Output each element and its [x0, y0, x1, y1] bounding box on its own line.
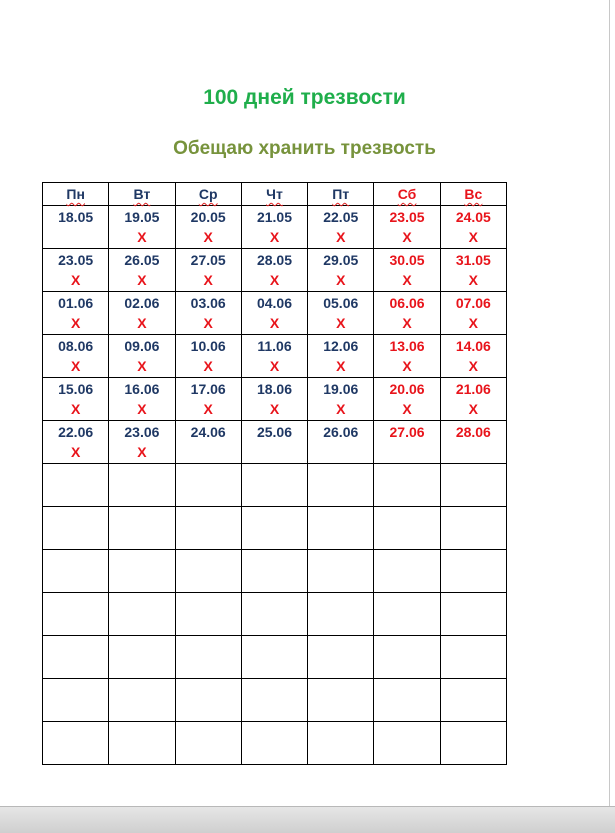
day-cell: [241, 464, 307, 507]
day-mark: X: [137, 401, 147, 417]
day-mark: X: [137, 315, 147, 331]
day-cell: [440, 679, 506, 722]
table-header-row: [43, 183, 507, 206]
day-mark: X: [402, 229, 412, 245]
day-cell: [241, 550, 307, 593]
sobriety-calendar-table: [42, 182, 507, 765]
table-row: [43, 464, 507, 507]
day-cell: [241, 636, 307, 679]
day-date: 21.06: [455, 381, 491, 397]
day-date: 17.06: [190, 381, 226, 397]
day-cell: [109, 507, 175, 550]
day-cell: [440, 464, 506, 507]
table-row: [43, 206, 507, 249]
day-mark: X: [468, 229, 479, 245]
header-label: Вс: [464, 186, 483, 202]
day-date: 24.05: [455, 209, 491, 225]
day-date: 29.05: [323, 252, 359, 268]
day-mark: X: [70, 444, 81, 460]
day-cell: [175, 507, 241, 550]
day-cell: [440, 507, 506, 550]
day-mark: X: [402, 401, 412, 417]
day-mark: X: [269, 358, 280, 374]
day-date: 21.05: [256, 209, 292, 225]
day-cell: [175, 722, 241, 765]
day-mark: X: [402, 315, 412, 331]
day-date: 19.05: [124, 209, 160, 225]
calendar-body: [43, 206, 507, 765]
header-label: Сб: [397, 186, 417, 202]
day-date: 28.06: [455, 424, 491, 440]
day-date: 24.06: [190, 424, 226, 440]
day-cell: [440, 249, 506, 292]
day-cell: [308, 593, 374, 636]
day-date: 26.05: [124, 252, 160, 268]
day-cell: [308, 636, 374, 679]
day-cell: [175, 464, 241, 507]
day-cell: [374, 636, 440, 679]
header-saturday: [374, 183, 440, 206]
day-cell: [308, 249, 374, 292]
day-date: 03.06: [190, 295, 226, 311]
day-cell: [109, 636, 175, 679]
day-mark: X: [269, 229, 280, 245]
day-cell: [109, 249, 175, 292]
day-cell: [308, 378, 374, 421]
day-cell: [109, 464, 175, 507]
header-label: Ср: [198, 186, 218, 202]
day-cell: [109, 335, 175, 378]
header-tuesday: [109, 183, 175, 206]
day-cell: [109, 722, 175, 765]
day-date: 22.05: [323, 209, 359, 225]
table-row: [43, 421, 507, 464]
day-date: 18.05: [58, 209, 94, 225]
day-cell: [43, 593, 109, 636]
header-wednesday: [175, 183, 241, 206]
day-cell: [109, 292, 175, 335]
day-date: 04.06: [256, 295, 292, 311]
day-mark: X: [402, 272, 412, 288]
day-cell: [175, 636, 241, 679]
day-cell: [109, 206, 175, 249]
day-date: 28.05: [256, 252, 292, 268]
day-mark: X: [468, 315, 479, 331]
day-cell: [175, 679, 241, 722]
day-cell: [241, 378, 307, 421]
day-date: 05.06: [323, 295, 359, 311]
day-mark: X: [203, 315, 213, 331]
day-cell: [109, 679, 175, 722]
table-row: [43, 636, 507, 679]
day-cell: [374, 249, 440, 292]
day-cell: [175, 550, 241, 593]
day-cell: [43, 292, 109, 335]
day-cell: [440, 421, 506, 464]
day-cell: [241, 206, 307, 249]
day-cell: [175, 292, 241, 335]
day-cell: [175, 206, 241, 249]
day-cell: [374, 507, 440, 550]
day-cell: [440, 593, 506, 636]
day-date: 02.06: [124, 295, 160, 311]
day-cell: [241, 249, 307, 292]
day-cell: [43, 335, 109, 378]
day-date: 16.06: [124, 381, 160, 397]
day-cell: [241, 421, 307, 464]
day-mark: X: [203, 401, 213, 417]
day-cell: [308, 421, 374, 464]
day-cell: [374, 722, 440, 765]
day-cell: [440, 206, 506, 249]
day-date: 07.06: [455, 295, 491, 311]
day-mark: X: [336, 229, 346, 245]
day-cell: [175, 249, 241, 292]
day-cell: [440, 378, 506, 421]
table-row: [43, 679, 507, 722]
day-mark: X: [468, 401, 479, 417]
day-cell: [440, 636, 506, 679]
page-title: 100 дней трезвости: [203, 86, 406, 109]
header-label: Чт: [266, 186, 283, 202]
table-row: [43, 593, 507, 636]
day-cell: [109, 421, 175, 464]
table-row: [43, 249, 507, 292]
day-mark: X: [336, 315, 346, 331]
day-date: 13.06: [389, 338, 425, 354]
table-row: [43, 378, 507, 421]
day-cell: [440, 550, 506, 593]
day-date: 14.06: [455, 338, 491, 354]
day-cell: [175, 378, 241, 421]
day-cell: [43, 636, 109, 679]
day-cell: [175, 593, 241, 636]
day-mark: X: [468, 272, 479, 288]
table-row: [43, 335, 507, 378]
page-subtitle: Обещаю хранить трезвость: [173, 138, 436, 159]
day-cell: [43, 679, 109, 722]
day-date: 30.05: [389, 252, 425, 268]
day-date: 23.05: [389, 209, 425, 225]
day-mark: X: [137, 358, 147, 374]
day-cell: [43, 722, 109, 765]
day-date: 01.06: [58, 295, 94, 311]
header-friday: [308, 183, 374, 206]
day-cell: [43, 550, 109, 593]
day-cell: [175, 335, 241, 378]
day-mark: X: [203, 358, 213, 374]
day-cell: [308, 464, 374, 507]
day-cell: [109, 593, 175, 636]
day-cell: [43, 421, 109, 464]
day-mark: X: [203, 272, 213, 288]
day-cell: [374, 679, 440, 722]
day-cell: [109, 550, 175, 593]
header-label: Вт: [133, 186, 151, 202]
day-cell: [43, 249, 109, 292]
day-date: 27.06: [389, 424, 425, 440]
day-date: 18.06: [256, 381, 292, 397]
header-sunday: [440, 183, 506, 206]
table-row: [43, 292, 507, 335]
day-cell: [440, 292, 506, 335]
window-bottom-bar: [0, 806, 615, 833]
day-cell: [374, 292, 440, 335]
day-date: 08.06: [58, 338, 94, 354]
day-mark: X: [70, 401, 81, 417]
day-date: 06.06: [389, 295, 425, 311]
header-label: Пт: [332, 186, 350, 202]
day-date: 19.06: [323, 381, 359, 397]
day-cell: [308, 507, 374, 550]
day-mark: X: [70, 358, 81, 374]
day-date: 20.06: [389, 381, 425, 397]
day-mark: X: [269, 401, 280, 417]
day-mark: X: [137, 444, 147, 460]
day-mark: X: [336, 272, 346, 288]
day-mark: X: [336, 358, 346, 374]
day-cell: [241, 593, 307, 636]
day-mark: X: [269, 272, 280, 288]
header-label: Пн: [66, 186, 85, 202]
header-thursday: [241, 183, 307, 206]
day-cell: [109, 378, 175, 421]
day-date: 10.06: [190, 338, 226, 354]
day-cell: [308, 679, 374, 722]
day-cell: [241, 679, 307, 722]
day-date: 20.05: [190, 209, 226, 225]
day-cell: [308, 722, 374, 765]
day-date: 25.06: [256, 424, 292, 440]
day-cell: [374, 206, 440, 249]
day-mark: X: [468, 358, 479, 374]
day-date: 31.05: [455, 252, 491, 268]
day-date: 15.06: [58, 381, 94, 397]
day-cell: [440, 335, 506, 378]
day-mark: X: [70, 315, 81, 331]
day-cell: [374, 335, 440, 378]
day-cell: [374, 550, 440, 593]
day-cell: [308, 292, 374, 335]
day-date: 26.06: [323, 424, 359, 440]
day-cell: [43, 507, 109, 550]
day-cell: [374, 378, 440, 421]
day-date: 23.06: [124, 424, 160, 440]
day-cell: [43, 206, 109, 249]
day-date: 12.06: [323, 338, 359, 354]
day-cell: [374, 464, 440, 507]
day-date: 27.05: [190, 252, 226, 268]
day-mark: X: [137, 272, 147, 288]
day-cell: [43, 378, 109, 421]
day-mark: X: [402, 358, 412, 374]
day-date: 23.05: [58, 252, 94, 268]
day-cell: [241, 292, 307, 335]
day-cell: [241, 335, 307, 378]
day-date: 22.06: [58, 424, 94, 440]
table-row: [43, 507, 507, 550]
day-mark: X: [269, 315, 280, 331]
day-mark: X: [70, 272, 81, 288]
day-mark: X: [336, 401, 346, 417]
day-cell: [308, 335, 374, 378]
day-cell: [175, 421, 241, 464]
day-date: 11.06: [257, 338, 292, 354]
table-row: [43, 722, 507, 765]
day-cell: [374, 593, 440, 636]
day-cell: [241, 507, 307, 550]
table-row: [43, 550, 507, 593]
day-cell: [308, 206, 374, 249]
day-cell: [241, 722, 307, 765]
header-monday: [43, 183, 109, 206]
day-cell: [43, 464, 109, 507]
day-mark: X: [203, 229, 213, 245]
day-cell: [308, 550, 374, 593]
day-date: 09.06: [124, 338, 160, 354]
day-cell: [440, 722, 506, 765]
day-mark: X: [137, 229, 147, 245]
day-cell: [374, 421, 440, 464]
